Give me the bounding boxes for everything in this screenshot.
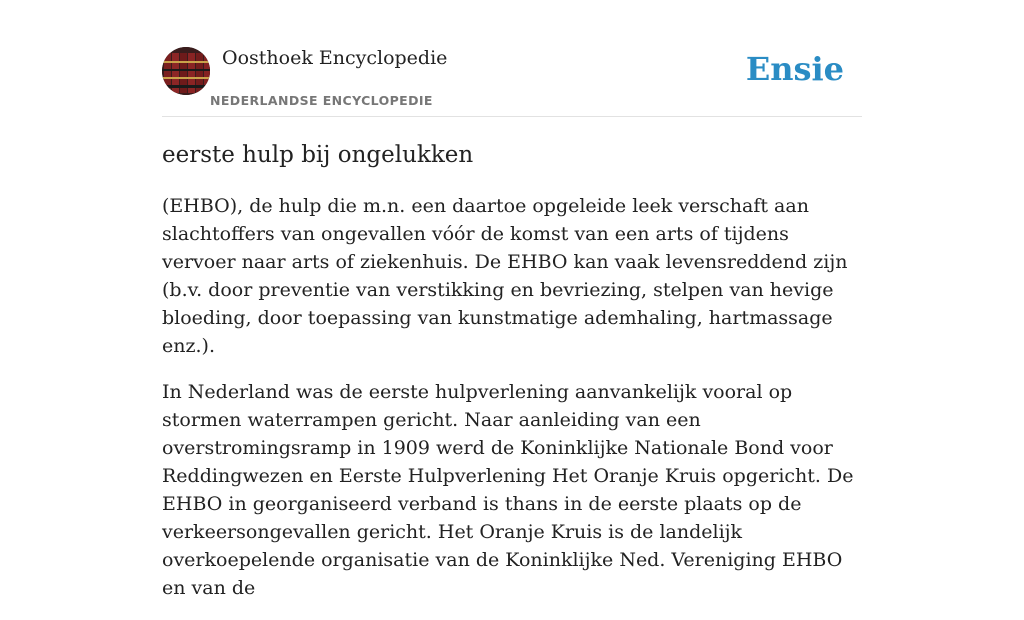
article-paragraph: (EHBO), de hulp die m.n. een daartoe opgeleide leek verschaft aan slachtoffers van ongevallen vóór de komst van een arts of tijdens vervoer naar arts of ziekenhuis. De EHBO kan vaak levensreddend zijn (b.v. door preventie van verstikking en bevriezing, stelpen van hevige bloeding, door toepassing van kunstmatige ademhaling, hartmassage enz.). [162, 195, 848, 357]
site-name[interactable]: Oosthoek Encyclopedie [222, 47, 448, 69]
encyclopedia-books-icon[interactable] [162, 47, 210, 95]
brand-logo[interactable]: Ensie [745, 50, 844, 88]
article-body [162, 192, 862, 620]
article-paragraph: In Nederland was de eerste hulpverlening aanvankelijk vooral op stormen waterrampen gericht. Naar aanleiding van een overstromingsramp in 1909 werd de Koninklijke Nationale Bond voor Reddingwezen en Eerste Hulpverlening Het Oranje Kruis opgericht. De EHBO in georganiseerd verband is thans in de eerste plaats op de verkeersongevallen gericht. Het Oranje Kruis is de landelijk overkoepelende organisatie van de Koninklijke Ned. Vereniging EHBO en van de [162, 381, 854, 599]
site-header [162, 46, 862, 117]
site-subtitle: NEDERLANDSE ENCYCLOPEDIE [210, 93, 433, 108]
page-title: eerste hulp bij ongelukken [162, 142, 474, 168]
